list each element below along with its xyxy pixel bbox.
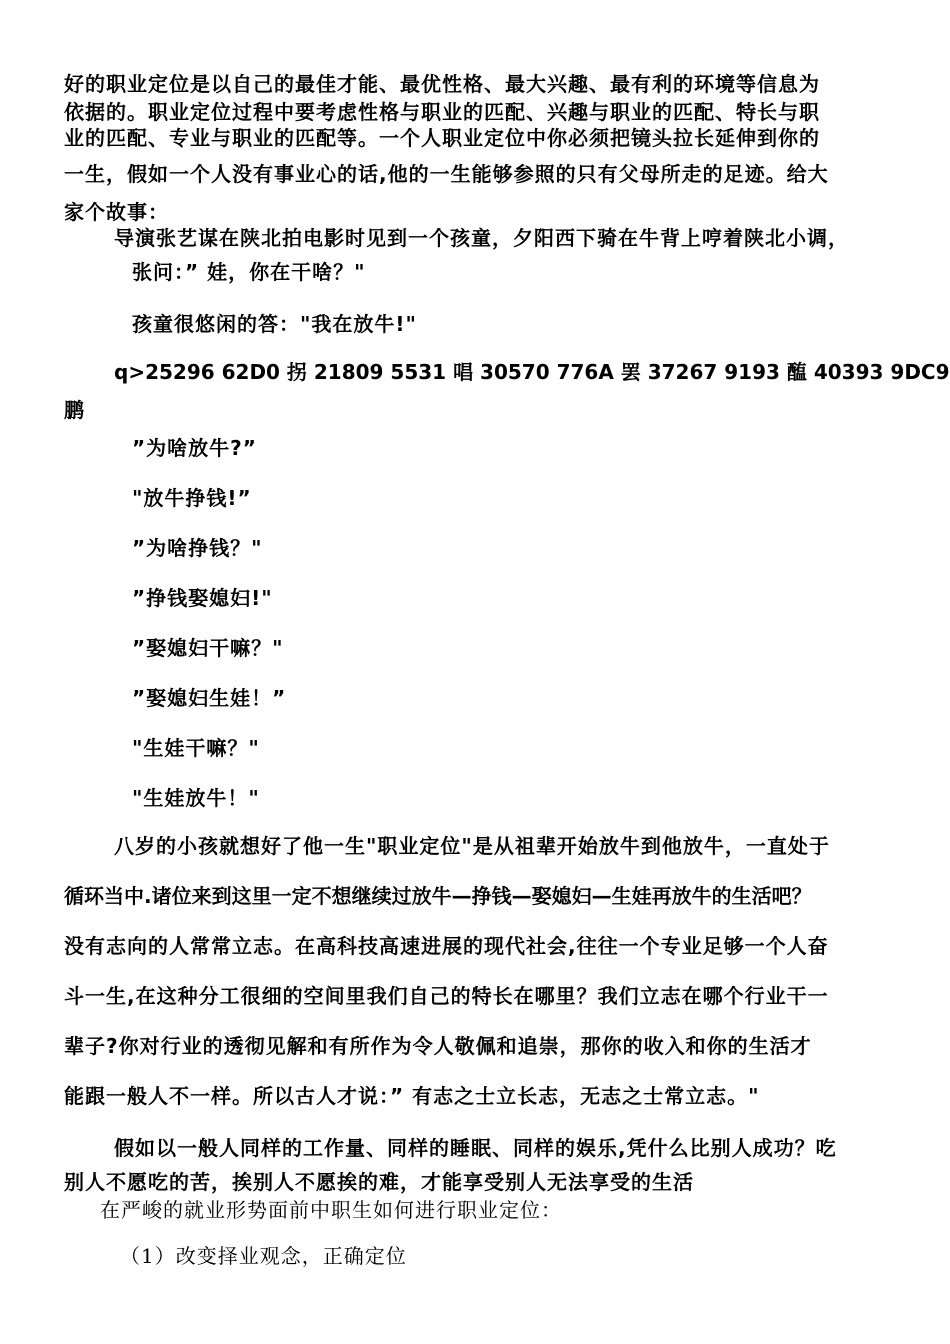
paragraph-line: 一生，假如一个人没有事业心的话,他的一生能够参照的只有父母所走的足迹。给大 [64, 162, 829, 186]
dialogue-line: ”为啥挣钱？" [132, 536, 263, 560]
dialogue-line: "放牛挣钱!” [132, 486, 252, 510]
paragraph-line: 别人不愿吃的苦，挨别人不愿挨的难，才能享受别人无法享受的生活 [64, 1170, 694, 1194]
paragraph-line: 业的匹配、专业与职业的匹配等。一个人职业定位中你必须把镜头拉长延伸到你的 [64, 126, 820, 150]
dialogue-line: 孩童很悠闲的答："我在放牛!" [132, 312, 417, 336]
paragraph-line: 八岁的小孩就想好了他一生"职业定位"是从祖辈开始放牛到他放牛，一直处于 [114, 834, 830, 858]
paragraph-line: 循环当中.诸位来到这里一定不想继续过放牛—挣钱—娶媳妇—生娃再放牛的生活吧？ [64, 884, 812, 908]
dialogue-line: ”娶媳妇干嘛？" [132, 636, 284, 660]
dialogue-line: 张问：” 娃，你在干啥？" [132, 260, 366, 284]
dialogue-line: "生娃放牛！" [132, 786, 260, 810]
garbled-code-line: 鹏 [64, 398, 85, 422]
garbled-code-line: q>25296 62D0 拐 21809 5531 唱 30570 776A 罢 37267 9193 醢 40393 9DC9 [114, 360, 950, 384]
paragraph-line: 依据的。职业定位过程中要考虑性格与职业的匹配、兴趣与职业的匹配、特长与职 [64, 100, 820, 124]
paragraph-line: 好的职业定位是以自己的最佳才能、最优性格、最大兴趣、最有利的环境等信息为 [64, 72, 820, 96]
paragraph-line: 斗一生,在这种分工很细的空间里我们自己的特长在哪里？我们立志在哪个行业干一 [64, 984, 829, 1008]
paragraph-line: 假如以一般人同样的工作量、同样的睡眠、同样的娱乐,凭什么比别人成功？吃 [114, 1136, 837, 1160]
paragraph-line: 能跟一般人不一样。所以古人才说：” 有志之士立长志，无志之士常立志。" [64, 1084, 760, 1108]
section-heading: 在严峻的就业形势面前中职生如何进行职业定位： [100, 1198, 562, 1222]
dialogue-line: ”挣钱娶媳妇!" [132, 586, 273, 610]
dialogue-line: ”为啥放牛?” [132, 436, 257, 460]
dialogue-line: ”娶媳妇生娃！” [132, 686, 287, 710]
paragraph-line: 家个故事： [64, 200, 169, 224]
paragraph-line: 辈子?你对行业的透彻见解和有所作为令人敬佩和追崇，那你的收入和你的生活才 [64, 1034, 812, 1058]
paragraph-line: 导演张艺谋在陕北拍电影时见到一个孩童，夕阳西下骑在牛背上哼着陕北小调， [114, 226, 849, 250]
paragraph-line: 没有志向的人常常立志。在高科技高速进展的现代社会,往往一个专业足够一个人奋 [64, 934, 829, 958]
subsection-heading: （1）改变择业观念，正确定位 [120, 1244, 407, 1268]
dialogue-line: "生娃干嘛？" [132, 736, 260, 760]
